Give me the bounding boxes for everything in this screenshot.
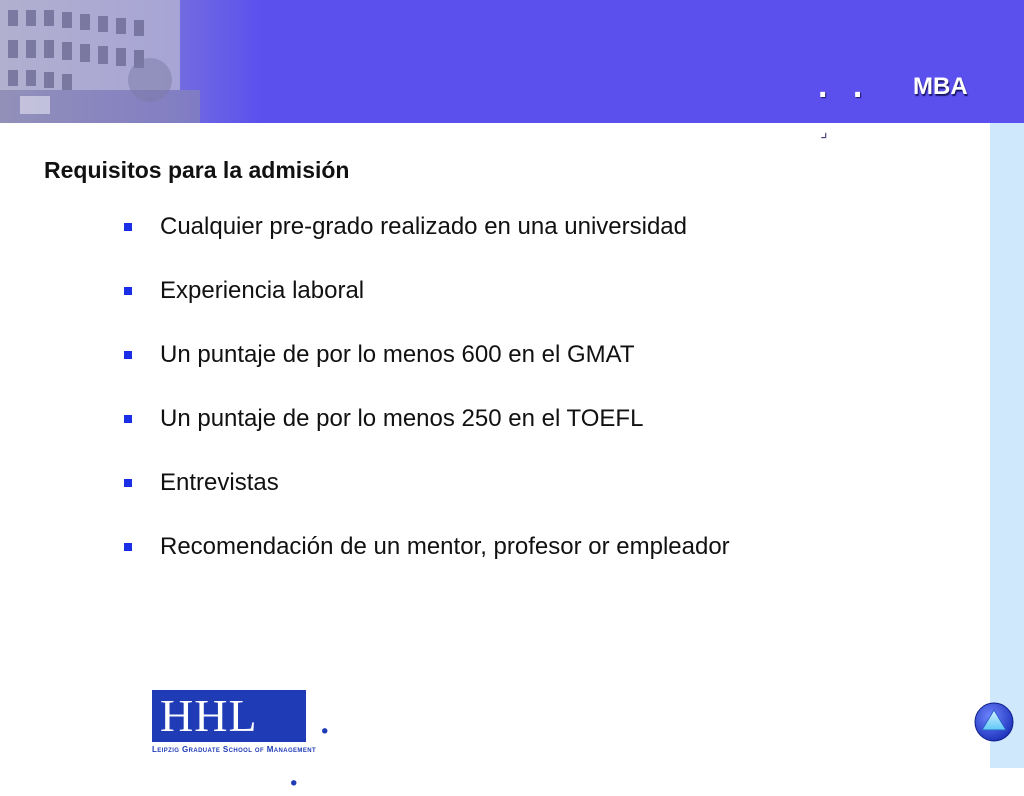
list-item-text: Cualquier pre-grado realizado en una universidad [160, 213, 688, 240]
header-banner [0, 0, 1024, 145]
bullet-icon [124, 479, 132, 487]
triangle-up-icon [974, 702, 1014, 742]
bullet-icon [124, 223, 132, 231]
list-item [120, 530, 730, 594]
list-item-text: Experiencia laboral [160, 277, 365, 304]
logo-ellipsis: . . . [288, 692, 335, 795]
building-photo [0, 0, 260, 123]
hhl-logo [152, 690, 352, 795]
list-item [120, 338, 730, 402]
bullet-icon [124, 543, 132, 551]
list-item-text: Recomendación de un mentor, profesor or empleador [160, 533, 730, 560]
header-ellipsis: . . . [818, 67, 871, 145]
slide-heading: Requisitos para la admisión [44, 157, 350, 183]
header-title: MBA [913, 73, 968, 100]
list-item [120, 274, 730, 338]
logo-box [152, 690, 306, 742]
list-item-text: Un puntaje de por lo menos 250 en el TOEFL [160, 405, 644, 432]
list-item [120, 402, 730, 466]
list-item-text: Entrevistas [160, 469, 279, 496]
bullet-icon [124, 351, 132, 359]
bullet-icon [124, 287, 132, 295]
list-item [120, 210, 730, 274]
side-strip [990, 123, 1024, 768]
list-item [120, 466, 730, 530]
logo-letters: HHL [160, 690, 258, 741]
logo-subtitle: Leipzig Graduate School of Management [152, 745, 317, 754]
bullet-icon [124, 415, 132, 423]
requirements-list [120, 210, 730, 594]
nav-up-button[interactable] [974, 702, 1014, 742]
list-item-text: Un puntaje de por lo menos 600 en el GMAT [160, 341, 635, 368]
